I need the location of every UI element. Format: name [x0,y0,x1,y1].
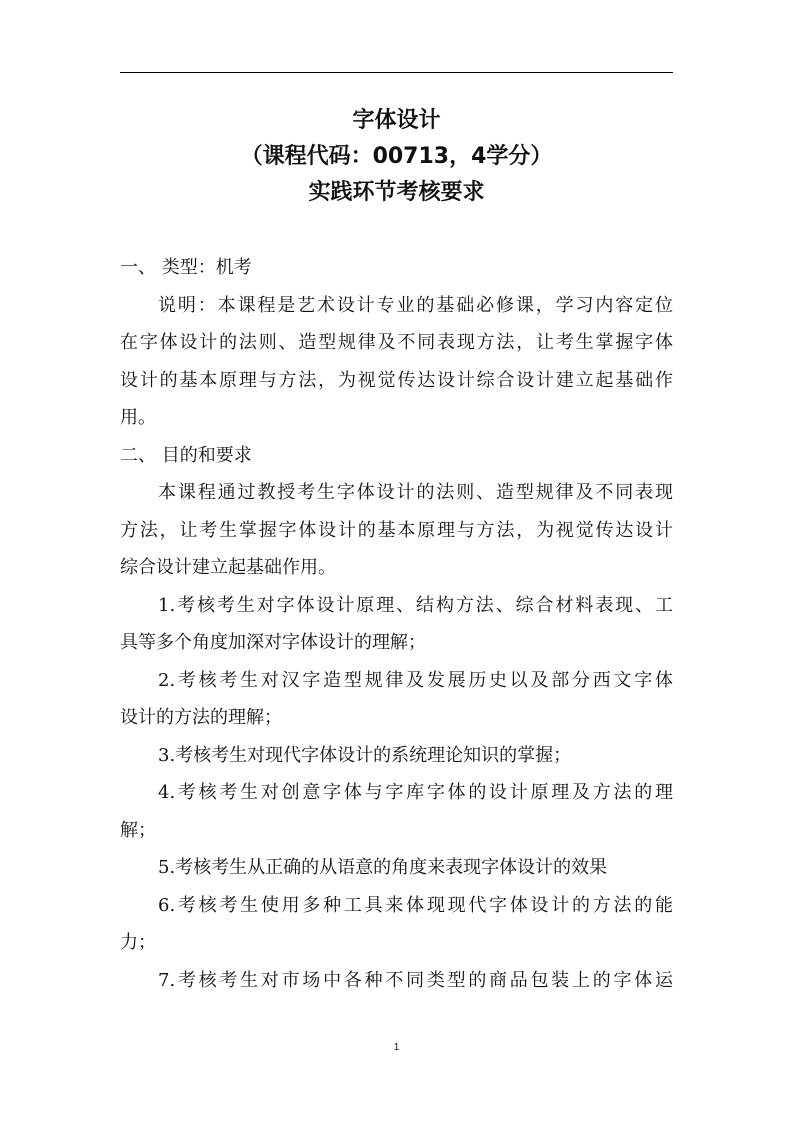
text-line: 3.考核考生对现代字体设计的系统理论知识的掌握； [158,744,572,766]
text-line: 方法，让考生掌握字体设计的基本原理与方法，为视觉传达设计 [120,519,673,541]
text-line: 设计的方法的理解； [120,707,282,728]
text-line: 用。 [120,407,156,428]
document-body [120,255,673,1005]
text-line: 4.考核考生对创意字体与字库字体的设计原理及方法的理 [158,782,673,803]
title-block [120,103,673,211]
document-title: 字体设计 [352,108,441,133]
text-line: 本课程通过教授考生字体设计的法则、造型规律及不同表现 [158,482,673,503]
text-line: 5.考核考生从正确的从语意的角度来表现字体设计的效果 [158,857,608,878]
text-line: 综合设计建立起基础作用。 [120,557,336,578]
text-line: 7.考核考生对市场中各种不同类型的商品包装上的字体运 [158,969,673,991]
text-line: 一、 类型：机考 [120,257,252,278]
document-heading: 实践环节考核要求 [308,180,485,205]
text-line: 说明：本课程是艺术设计专业的基础必修课，学习内容定位 [158,294,673,316]
text-line: 解； [120,819,156,841]
text-line: 2.考核考生对汉字造型规律及发展历史以及部分西文字体 [158,669,673,691]
header-rule [120,72,673,73]
text-line: 1.考核考生对字体设计原理、结构方法、综合材料表现、工 [158,594,673,616]
text-line: 力； [120,932,156,953]
text-line: 二、 目的和要求 [120,444,252,466]
text-line: 6.考核考生使用多种工具来体现现代字体设计的方法的能 [158,894,673,916]
text-line: 设计的基本原理与方法，为视觉传达设计综合设计建立起基础作 [120,369,673,391]
page-number: 1 [393,1042,400,1053]
text-line: 具等多个角度加深对字体设计的理解； [120,632,426,653]
course-code: （课程代码：00713，4学分） [240,144,553,169]
text-line: 在字体设计的法则、造型规律及不同表现方法，让考生掌握字体 [120,332,673,353]
